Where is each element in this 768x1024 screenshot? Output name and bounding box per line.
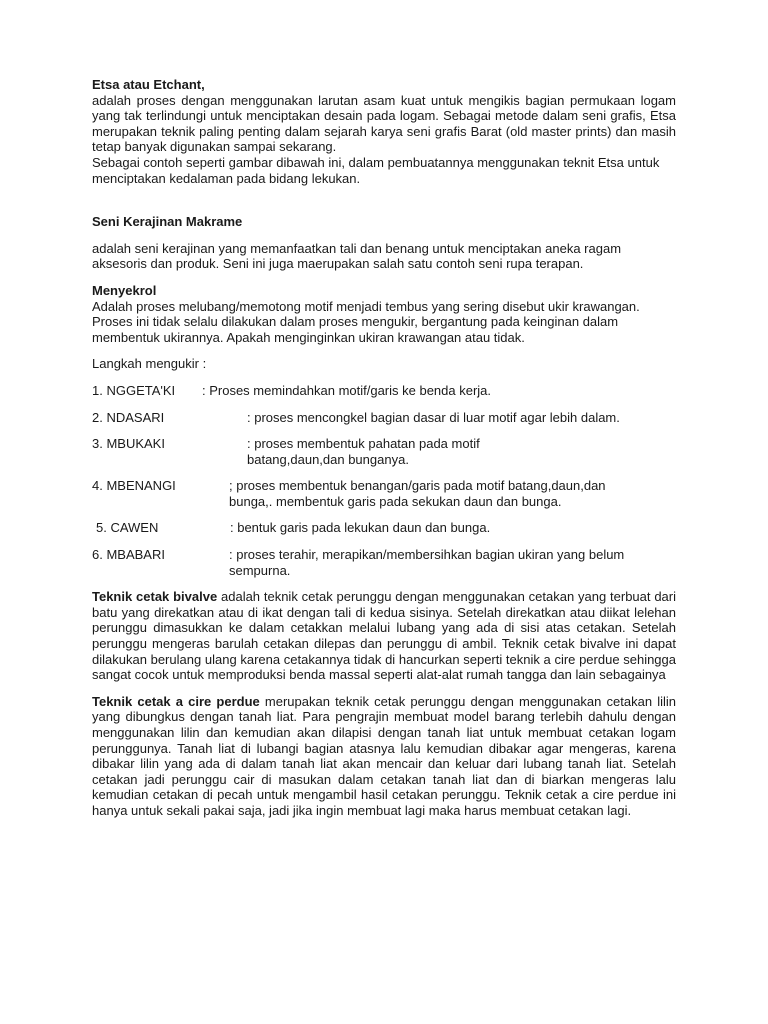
spacer — [92, 683, 676, 694]
document-page — [92, 77, 676, 819]
step-description: : proses terahir, merapikan/membersihkan bagian ukiran yang belum sempurna. — [229, 547, 625, 578]
spacer — [92, 578, 676, 589]
spacer — [92, 186, 676, 214]
step-label: 4. MBENANGI — [92, 478, 176, 494]
spacer — [92, 467, 676, 478]
spacer — [92, 399, 676, 410]
step-label: 5. CAWEN — [96, 520, 159, 536]
bivalve-paragraph — [92, 589, 676, 683]
cire-lead: Teknik cetak a cire perdue — [92, 693, 260, 709]
step-description: ; proses membentuk benangan/garis pada motif batang,daun,dan bunga,. membentuk garis pada sekukan daun dan bunga. — [229, 478, 606, 509]
makrame-paragraph: adalah seni kerajinan yang memanfaatkan tali dan benang untuk menciptakan aneka ragam aksesoris dan produk. Seni ini juga maerupakan salah satu contoh seni rupa terapan. — [92, 240, 622, 272]
menyekrol-heading: Menyekrol — [92, 282, 157, 298]
step-label: 3. MBUKAKI — [92, 436, 165, 452]
step-item — [92, 520, 676, 536]
step-item — [92, 478, 676, 509]
step-label: 2. NDASARI — [92, 409, 165, 425]
step-item — [92, 410, 676, 426]
makrame-heading: Seni Kerajinan Makrame — [92, 214, 243, 230]
etsa-paragraph: adalah proses dengan menggunakan larutan asam kuat untuk mengikis bagian permukaan logam yang tak terlindungi untuk menciptakan desain pada logam. Sebagai metode dalam seni grafis, Etsa merupakan teknik paling penting dalam sejarah karya seni grafis Barat (old master prints) dan masih tetap banyak digunakan sampai sekarang. — [92, 92, 676, 155]
step-item — [92, 436, 676, 467]
etsa-heading: Etsa atau Etchant, — [92, 77, 205, 92]
spacer — [92, 230, 676, 241]
spacer — [92, 509, 676, 520]
cire-body: merupakan teknik cetak perunggu dengan menggunakan cetakan lilin yang dibungkus dengan tanah liat. Para pengrajin membuat model barang terlebih dahulu dengan menggunakan lilin dan kemudian akan dilapisi dengan tanah liat untuk membuat cetakan logam perunggunya. Tanah liat di lubangi bagian atasnya lalu kemudian dibakar agar mengeras, karena dibakar lilin yang ada di dalam tanah liat akan mencair dan keluar dari lubang tanah liat. Setelah cetakan jadi perunggu cair di masukan dalam cetakan tanah liat dan di biarkan mengeras lalu kemudian cetakan di pecah untuk mengambil hasil cetakan perunggu. Teknik cetak a cire perdue ini hanya untuk sekali pakai saja, jadi jika ingin membuat lagi maka harus membuat cetakan lagi. — [92, 693, 676, 818]
step-item — [92, 547, 676, 578]
spacer — [92, 425, 676, 436]
step-item — [92, 383, 676, 399]
spacer — [92, 345, 676, 356]
bivalve-body: adalah teknik cetak perunggu dengan menggunakan cetakan yang terbuat dari batu yang direkatkan atau di ikat dengan tali di kedua sisinya. Setelah direkatkan atau diikat lelehan perunggu dimasukkan ke dalam cetakkan melalui lubang yang ada di sisi atas cetakan. Setelah perunggu mengeras barulah cetakan dilepas dan perunggu di ambil. Teknik cetak bivalve ini dapat dilakukan berulang ulang karena cetakannya tidak di hancurkan seperti teknik a cire perdue sehingga sangat cocok untuk memproduksi benda massal seperti alat-alat rumah tangga dan lain sebagainya — [92, 589, 676, 683]
spacer — [92, 536, 676, 547]
spacer — [92, 372, 676, 383]
step-label: 1. NGGETA'KI — [92, 382, 176, 398]
cire-paragraph — [92, 694, 676, 819]
spacer — [92, 272, 676, 283]
step-description: : Proses memindahkan motif/garis ke benda kerja. — [202, 382, 492, 398]
step-label: 6. MBABARI — [92, 547, 165, 563]
step-description: : proses mencongkel bagian dasar di luar motif agar lebih dalam. — [247, 409, 620, 425]
step-description: : proses membentuk pahatan pada motif batang,daun,dan bunganya. — [247, 436, 480, 467]
bivalve-lead: Teknik cetak bivalve — [92, 589, 218, 605]
langkah-title: Langkah mengukir : — [92, 356, 207, 372]
menyekrol-paragraph: Adalah proses melubang/memotong motif menjadi tembus yang sering disebut ukir krawangan. Proses ini tidak selalu dilakukan dalam proses mengukir, bergantung pada keinginan dalam membentuk ukirannya. Apakah menginginkan ukiran krawangan atau tidak. — [92, 298, 640, 345]
etsa-example-paragraph: Sebagai contoh seperti gambar dibawah ini, dalam pembuatannya menggunakan teknit Etsa untuk menciptakan kedalaman pada bidang lekukan. — [92, 154, 660, 186]
step-description: : bentuk garis pada lekukan daun dan bunga. — [230, 520, 491, 536]
